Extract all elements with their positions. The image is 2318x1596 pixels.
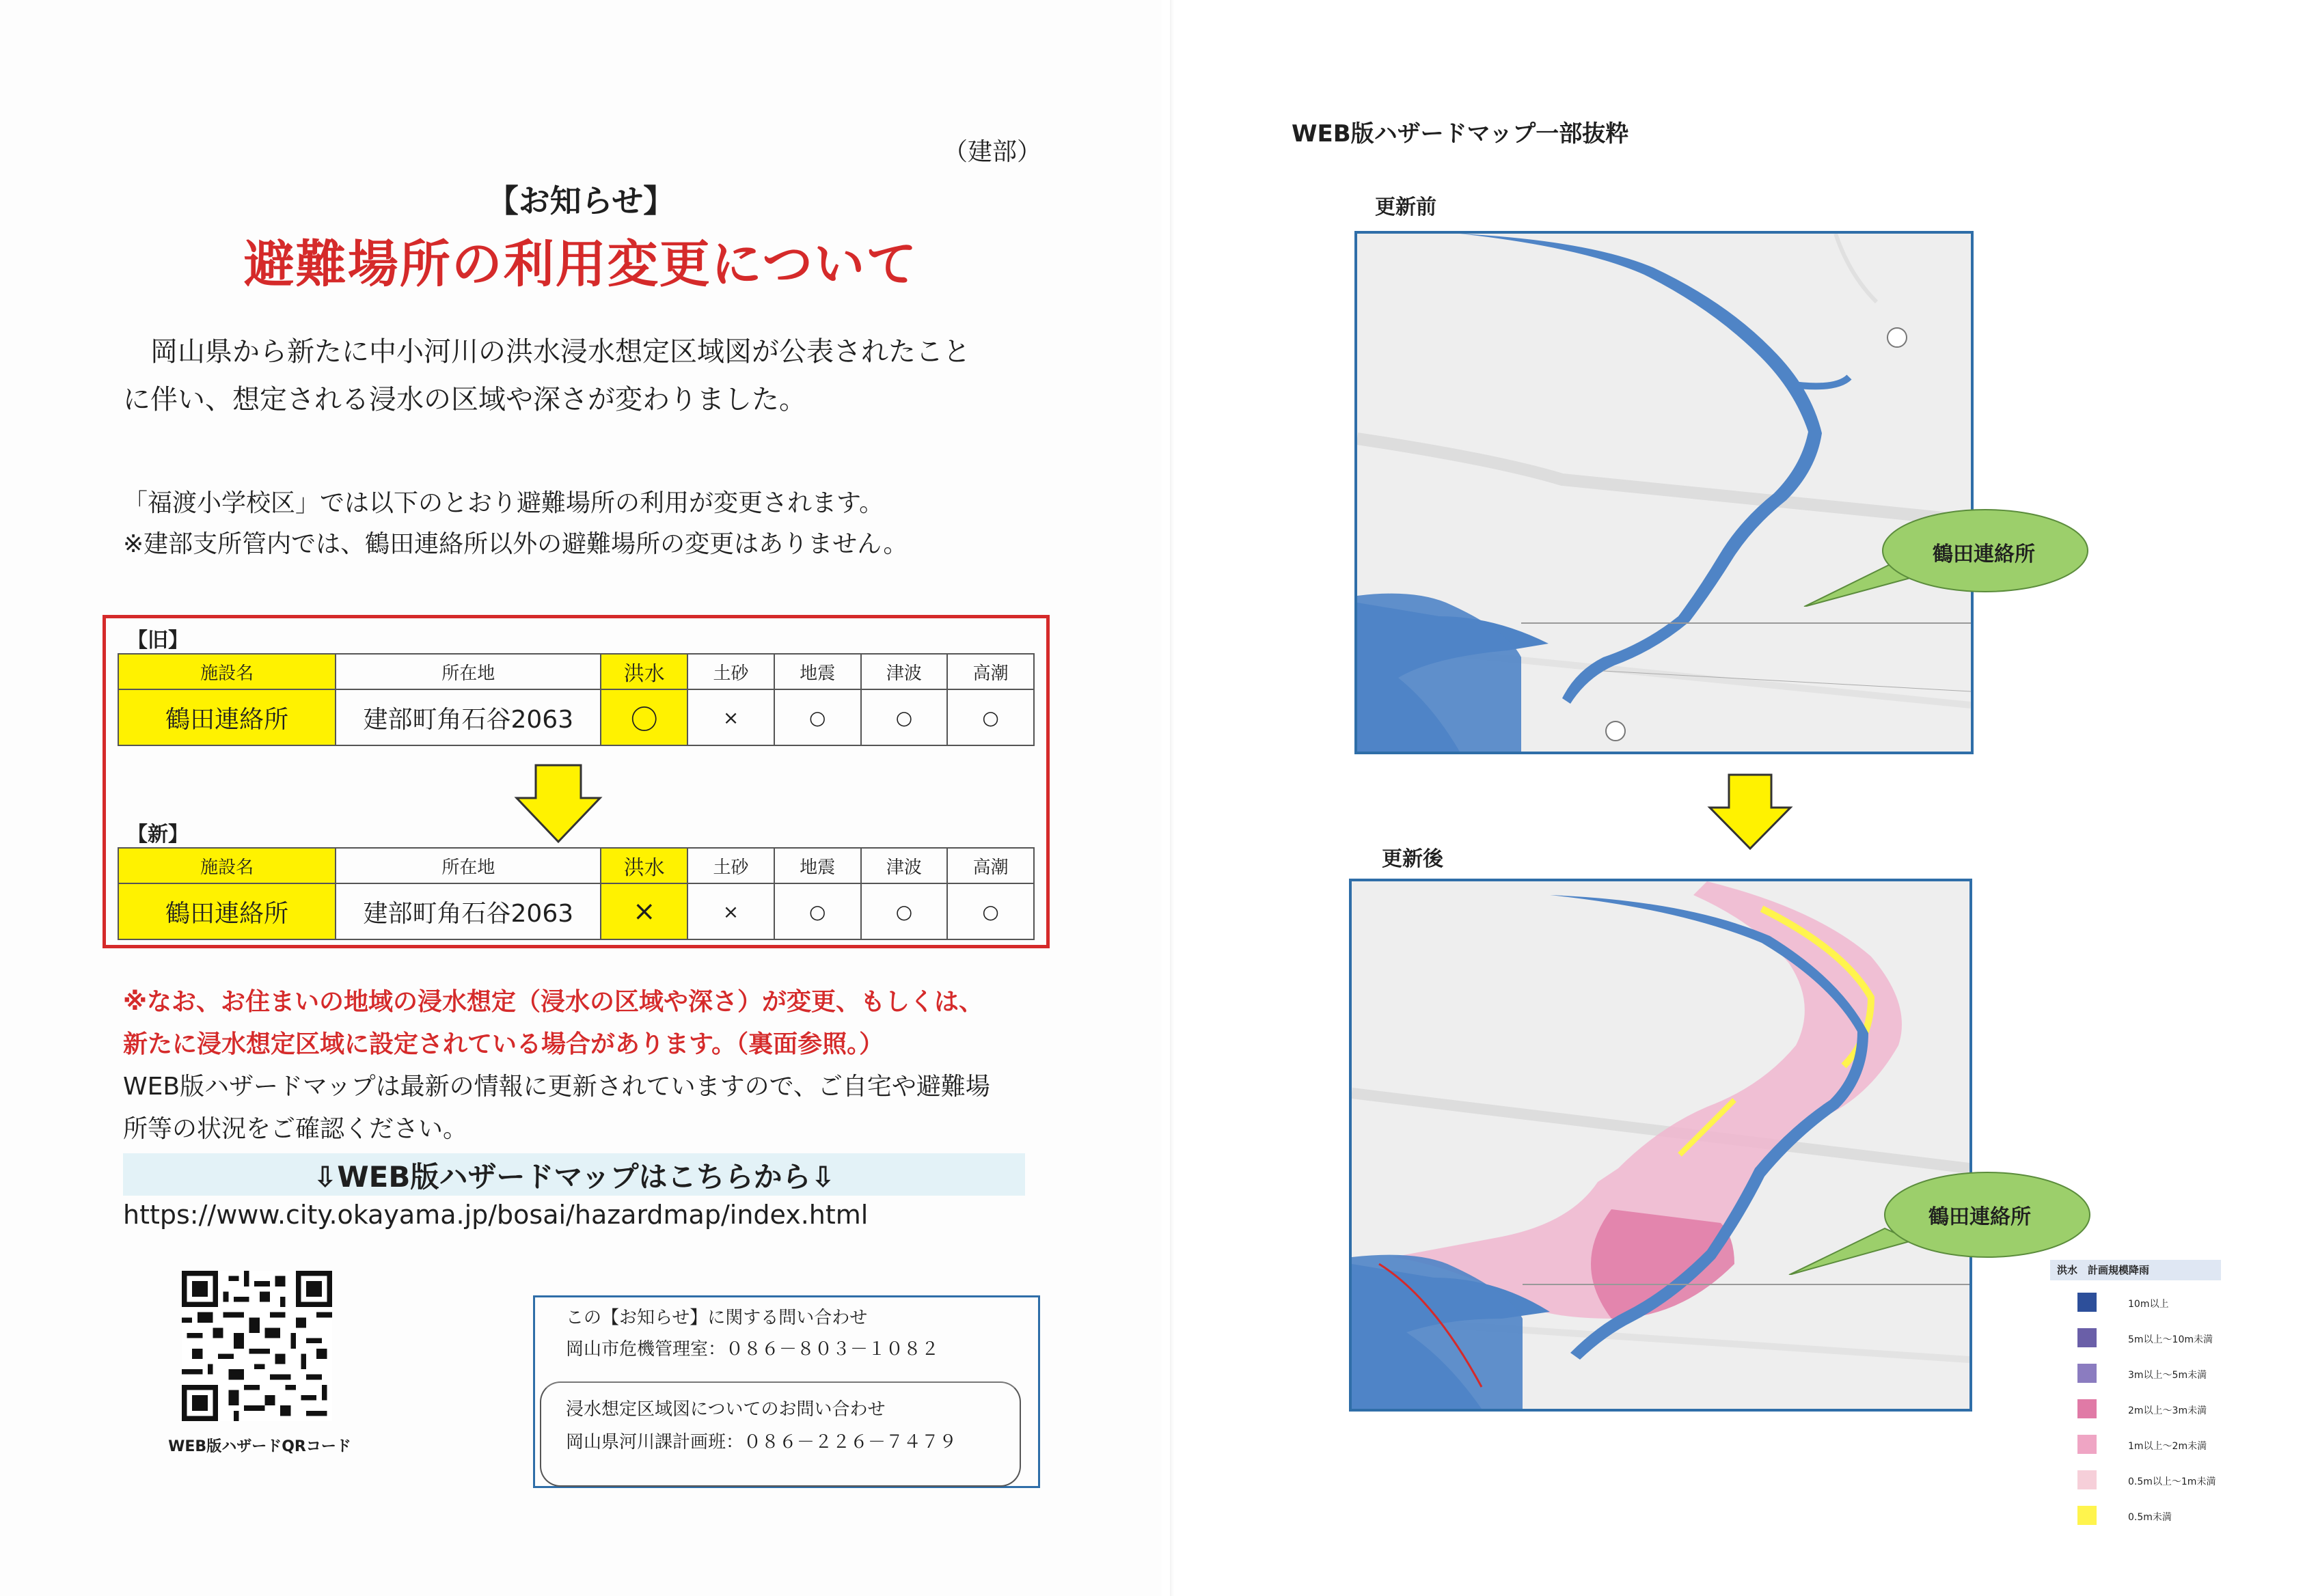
callout-before-text: 鶴田連絡所: [1933, 542, 2035, 566]
new-facility-table: [118, 847, 1035, 940]
legend-label: 5m以上～10m未満: [2128, 1334, 2213, 1345]
down-arrow-icon: [514, 764, 603, 844]
header-address: 所在地: [336, 654, 601, 689]
link-title: ⇩WEB版ハザードマップはこちらから⇩: [313, 1160, 835, 1194]
old-landslide-mark: ×: [687, 689, 774, 745]
page-title: 避難場所の利用変更について: [243, 235, 918, 294]
note-line-3: WEB版ハザードマップは最新の情報に更新されていますので、ご自宅や避難場: [123, 1073, 990, 1101]
legend-label: 3m以上～5m未満: [2128, 1370, 2207, 1381]
header-flood: 洪水: [601, 654, 687, 689]
map-after: [1349, 879, 1972, 1412]
header-storm-surge: 高潮: [947, 848, 1034, 883]
legend-swatch: [2077, 1399, 2097, 1418]
new-surge-mark: ○: [947, 883, 1034, 939]
legend-swatch: [2077, 1435, 2097, 1454]
legend-swatch: [2077, 1293, 2097, 1312]
legend-swatch: [2077, 1328, 2097, 1347]
legend-title: [2050, 1260, 2221, 1280]
legend: [2071, 1293, 2262, 1539]
before-label: 更新前: [1375, 195, 1436, 219]
after-label: 更新後: [1382, 847, 1443, 871]
area-tag: （建部）: [943, 138, 1042, 166]
intro-line-1: 岡山県から新たに中小河川の洪水浸水想定区域図が公表されたこと: [123, 336, 970, 368]
new-earthquake-mark: ○: [774, 883, 861, 939]
new-facility-name: 鶴田連絡所: [118, 883, 336, 939]
legend-label: 10m以上: [2128, 1299, 2169, 1310]
note-red-line-1: ※なお、お住まいの地域の浸水想定（浸水の区域や深さ）が変更、もしくは、: [123, 988, 983, 1016]
hazard-map-url[interactable]: https://www.city.okayama.jp/bosai/hazardmap/index.html: [123, 1200, 869, 1230]
page-fold: [1170, 0, 1174, 1596]
legend-swatch: [2077, 1506, 2097, 1525]
map-before-graphic: [1357, 234, 1971, 752]
map-after-graphic: [1352, 881, 1969, 1409]
new-flood-mark: ×: [601, 883, 687, 939]
note-red-line-2: 新たに浸水想定区域に設定されている場合があります。（裏面参照。）: [123, 1030, 884, 1058]
header-flood: 洪水: [601, 848, 687, 883]
old-tsunami-mark: ○: [861, 689, 948, 745]
old-surge-mark: ○: [947, 689, 1034, 745]
intro-line-2: に伴い、想定される浸水の区域や深さが変わりました。: [123, 384, 806, 415]
header-name: 施設名: [118, 848, 336, 883]
header-tsunami: 津波: [861, 654, 948, 689]
legend-swatch: [2077, 1470, 2097, 1489]
map-before: [1354, 231, 1974, 754]
legend-label: 0.5m未満: [2128, 1512, 2172, 1523]
qr-code[interactable]: [182, 1271, 332, 1421]
new-facility-address: 建部町角石谷2063: [336, 883, 601, 939]
header-landslide: 土砂: [687, 848, 774, 883]
legend-title-text: 洪水 計画規模降雨: [2057, 1264, 2150, 1276]
new-tsunami-mark: ○: [861, 883, 948, 939]
header-earthquake: 地震: [774, 654, 861, 689]
old-label: 【旧】: [127, 629, 189, 652]
contact1-title: この【お知らせ】に関する問い合わせ: [566, 1308, 868, 1328]
old-facility-name: 鶴田連絡所: [118, 689, 336, 745]
header-address: 所在地: [336, 848, 601, 883]
new-label: 【新】: [127, 823, 189, 847]
old-facility-address: 建部町角石谷2063: [336, 689, 601, 745]
new-landslide-mark: ×: [687, 883, 774, 939]
qr-caption: WEB版ハザードQRコード: [168, 1438, 351, 1455]
old-facility-table: [118, 653, 1035, 746]
change-line-1: 「福渡小学校区」では以下のとおり避難場所の利用が変更されます。: [123, 489, 884, 517]
down-arrow-icon: [1707, 773, 1793, 851]
contact1-phone: 岡山市危機管理室：０８６－８０３－１０８２: [566, 1339, 940, 1360]
old-earthquake-mark: ○: [774, 689, 861, 745]
legend-label: 0.5m以上～1m未満: [2128, 1476, 2216, 1487]
header-name: 施設名: [118, 654, 336, 689]
old-flood-mark: 〇: [601, 689, 687, 745]
legend-swatch: [2077, 1364, 2097, 1383]
note-line-4: 所等の状況をご確認ください。: [123, 1115, 468, 1143]
legend-label: 2m以上～3m未満: [2128, 1405, 2207, 1416]
legend-label: 1m以上～2m未満: [2128, 1441, 2207, 1452]
callout-after-text: 鶴田連絡所: [1928, 1205, 2031, 1229]
right-heading: WEB版ハザードマップ一部抜粋: [1292, 120, 1629, 148]
contact2-phone: 岡山県河川課計画班：０８６－２２６－７４７９: [566, 1432, 957, 1453]
header-earthquake: 地震: [774, 848, 861, 883]
notice-heading: 【お知らせ】: [487, 182, 675, 219]
change-line-2: ※建部支所管内では、鶴田連絡所以外の避難場所の変更はありません。: [123, 530, 908, 558]
header-storm-surge: 高潮: [947, 654, 1034, 689]
header-tsunami: 津波: [861, 848, 948, 883]
contact2-title: 浸水想定区域図についてのお問い合わせ: [566, 1399, 886, 1420]
header-landslide: 土砂: [687, 654, 774, 689]
